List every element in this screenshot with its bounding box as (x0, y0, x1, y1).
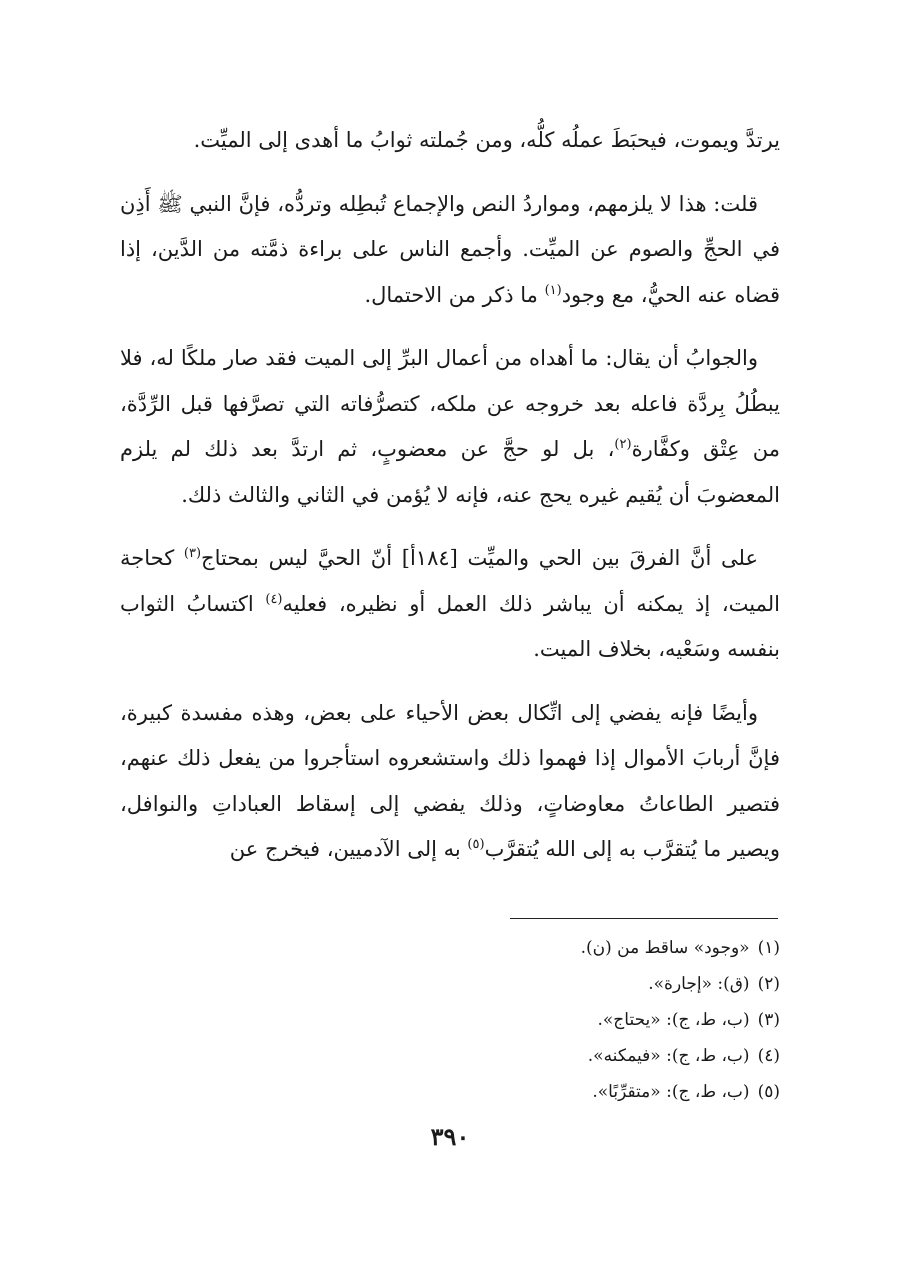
footnote-1-number: (١) (757, 938, 780, 958)
footnote-4 (120, 1038, 780, 1074)
paragraph-5 (120, 691, 780, 873)
footnote-ref-4[interactable]: (٤) (265, 591, 283, 607)
paragraph-2 (120, 182, 780, 319)
footnote-5 (120, 1074, 780, 1110)
paragraph-3 (120, 336, 780, 518)
footnote-ref-5[interactable]: (٥) (467, 837, 485, 852)
footnote-ref-1[interactable]: (١) (544, 282, 562, 298)
footnote-5-text: (ب، ط، ج): «متقرِّبًا». (592, 1082, 750, 1102)
footnote-3-number: (٣) (757, 1010, 780, 1030)
paragraph-5-text-a: وأيضًا فإنه يفضي إلى اتِّكال بعض الأحياء على بعض، وهذه مفسدة كبيرة، فإنَّ أربابَ الأموال إذا فهموا ذلك واستشعروه استأجروا من يفعل ذلك عنهم، فتصير الطاعاتُ معاوضاتٍ، وذلك يفضي إلى إسقاط العباداتِ والنوافل، ويصير ما يُتقرَّب به إلى الله يُتقرَّب (120, 700, 780, 861)
paragraph-4-text-c: اكتسابُ الثواب بنفسه وسَعْيه، بخلاف الميت. (120, 591, 780, 661)
paragraph-1-text: يرتدَّ ويموت، فيحبَطَ عملُه كلُّه، ومن جُملته ثوابُ ما أهدى إلى الميِّت. (193, 128, 780, 152)
paragraph-1 (120, 118, 780, 164)
footnote-ref-3[interactable]: (٣) (183, 546, 202, 561)
footnote-1 (120, 930, 780, 966)
page-number: ٣٩٠ (430, 1122, 470, 1151)
paragraph-2-text-b: ما ذكر من الاحتمال. (364, 282, 545, 307)
footnote-2-text: (ق): «إجارة». (648, 974, 750, 994)
footnote-2 (120, 966, 780, 1002)
footnote-5-number: (٥) (757, 1082, 780, 1102)
footnotes (120, 930, 780, 1110)
footnote-4-number: (٤) (757, 1046, 780, 1066)
footnote-4-text: (ب، ط، ج): «فيمكنه». (587, 1046, 750, 1066)
footnote-divider (510, 918, 778, 919)
footnote-3-text: (ب، ط، ج): «يحتاج». (597, 1010, 750, 1030)
footnote-1-text: «وجود» ساقط من (ن). (580, 938, 750, 958)
main-text (120, 118, 780, 891)
paragraph-4-text-b: كحاجة الميت، إذ يمكنه أن يباشر ذلك العمل أو نظيره، فعليه (120, 546, 780, 616)
paragraph-5-text-b: به إلى الآدميين، فيخرج عن (229, 837, 468, 861)
footnote-3 (120, 1002, 780, 1038)
footnote-ref-2[interactable]: (٢) (614, 437, 632, 452)
paragraph-3-text-b: ، بل لو حجَّ عن معضوبٍ، ثم ارتدَّ بعد ذلك لم يلزم المعضوبَ أن يُقيم غيره يحج عنه، فإنه لا يُؤمن في الثاني والثالث ذلك. (120, 437, 780, 507)
footnote-2-number: (٢) (757, 974, 780, 994)
paragraph-2-text-a: قلت: هذا لا يلزمهم، ومواردُ النص والإجماع تُبطِله وتردُّه، فإنَّ النبي ﷺ أَذِن في الحجِّ والصوم عن الميِّت. وأجمع الناس على براءة ذمَّته من الدَّين، إذا قضاه عنه الحيُّ، مع وجود (120, 191, 780, 307)
paragraph-3-text-a: والجوابُ أن يقال: ما أهداه من أعمال البرِّ إلى الميت فقد صار ملكًا له، فلا يبطُلُ بِردَّة فاعله بعد خروجه عن ملكه، كتصرُّفاته التي تصرَّفها قبل الرِّدَّة، من عِتْق وكفَّارة (120, 346, 780, 461)
paragraph-4 (120, 536, 780, 673)
paragraph-4-text-a: على أنَّ الفرقَ بين الحي والميِّت [١٨٤أ] أنّ الحيَّ ليس بمحتاج (201, 546, 758, 570)
